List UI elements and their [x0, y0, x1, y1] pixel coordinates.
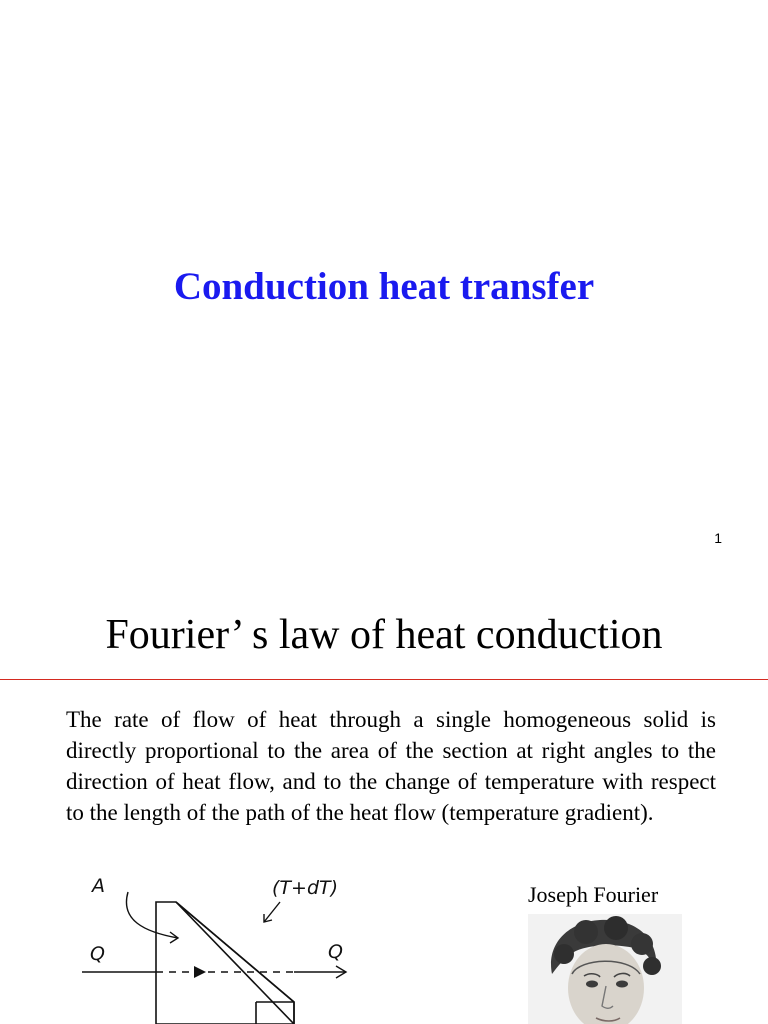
portrait-caption: Joseph Fourier — [528, 882, 659, 907]
slide-number: 1 — [714, 530, 722, 546]
area-pointer — [126, 892, 178, 938]
label-q-left: Q — [90, 943, 105, 965]
slab-side-face — [176, 902, 294, 1024]
conduction-diagram — [80, 864, 370, 1024]
slide-2 — [0, 576, 768, 1024]
label-temp: (T+dT) — [272, 877, 339, 899]
portrait-image — [528, 914, 682, 1024]
slide-title: Fourier’ s law of heat conduction — [105, 612, 663, 658]
temp-pointer — [264, 902, 280, 922]
fourier-portrait — [528, 914, 682, 1024]
slide-title: Conduction heat transfer — [173, 265, 595, 308]
law-paragraph: The rate of flow of heat through a single homogeneous solid is directly proportional to the area of the section at right angles to the direction of heat flow, and to the change of temperature with respect to the length of the path of the heat flow (temperature gradient). — [66, 707, 716, 825]
title-divider — [0, 679, 768, 680]
slab-front-face — [156, 902, 294, 1024]
heat-flow-mid-arrow — [194, 966, 206, 978]
label-q-right: Q — [328, 941, 343, 963]
label-area: A — [92, 875, 105, 897]
